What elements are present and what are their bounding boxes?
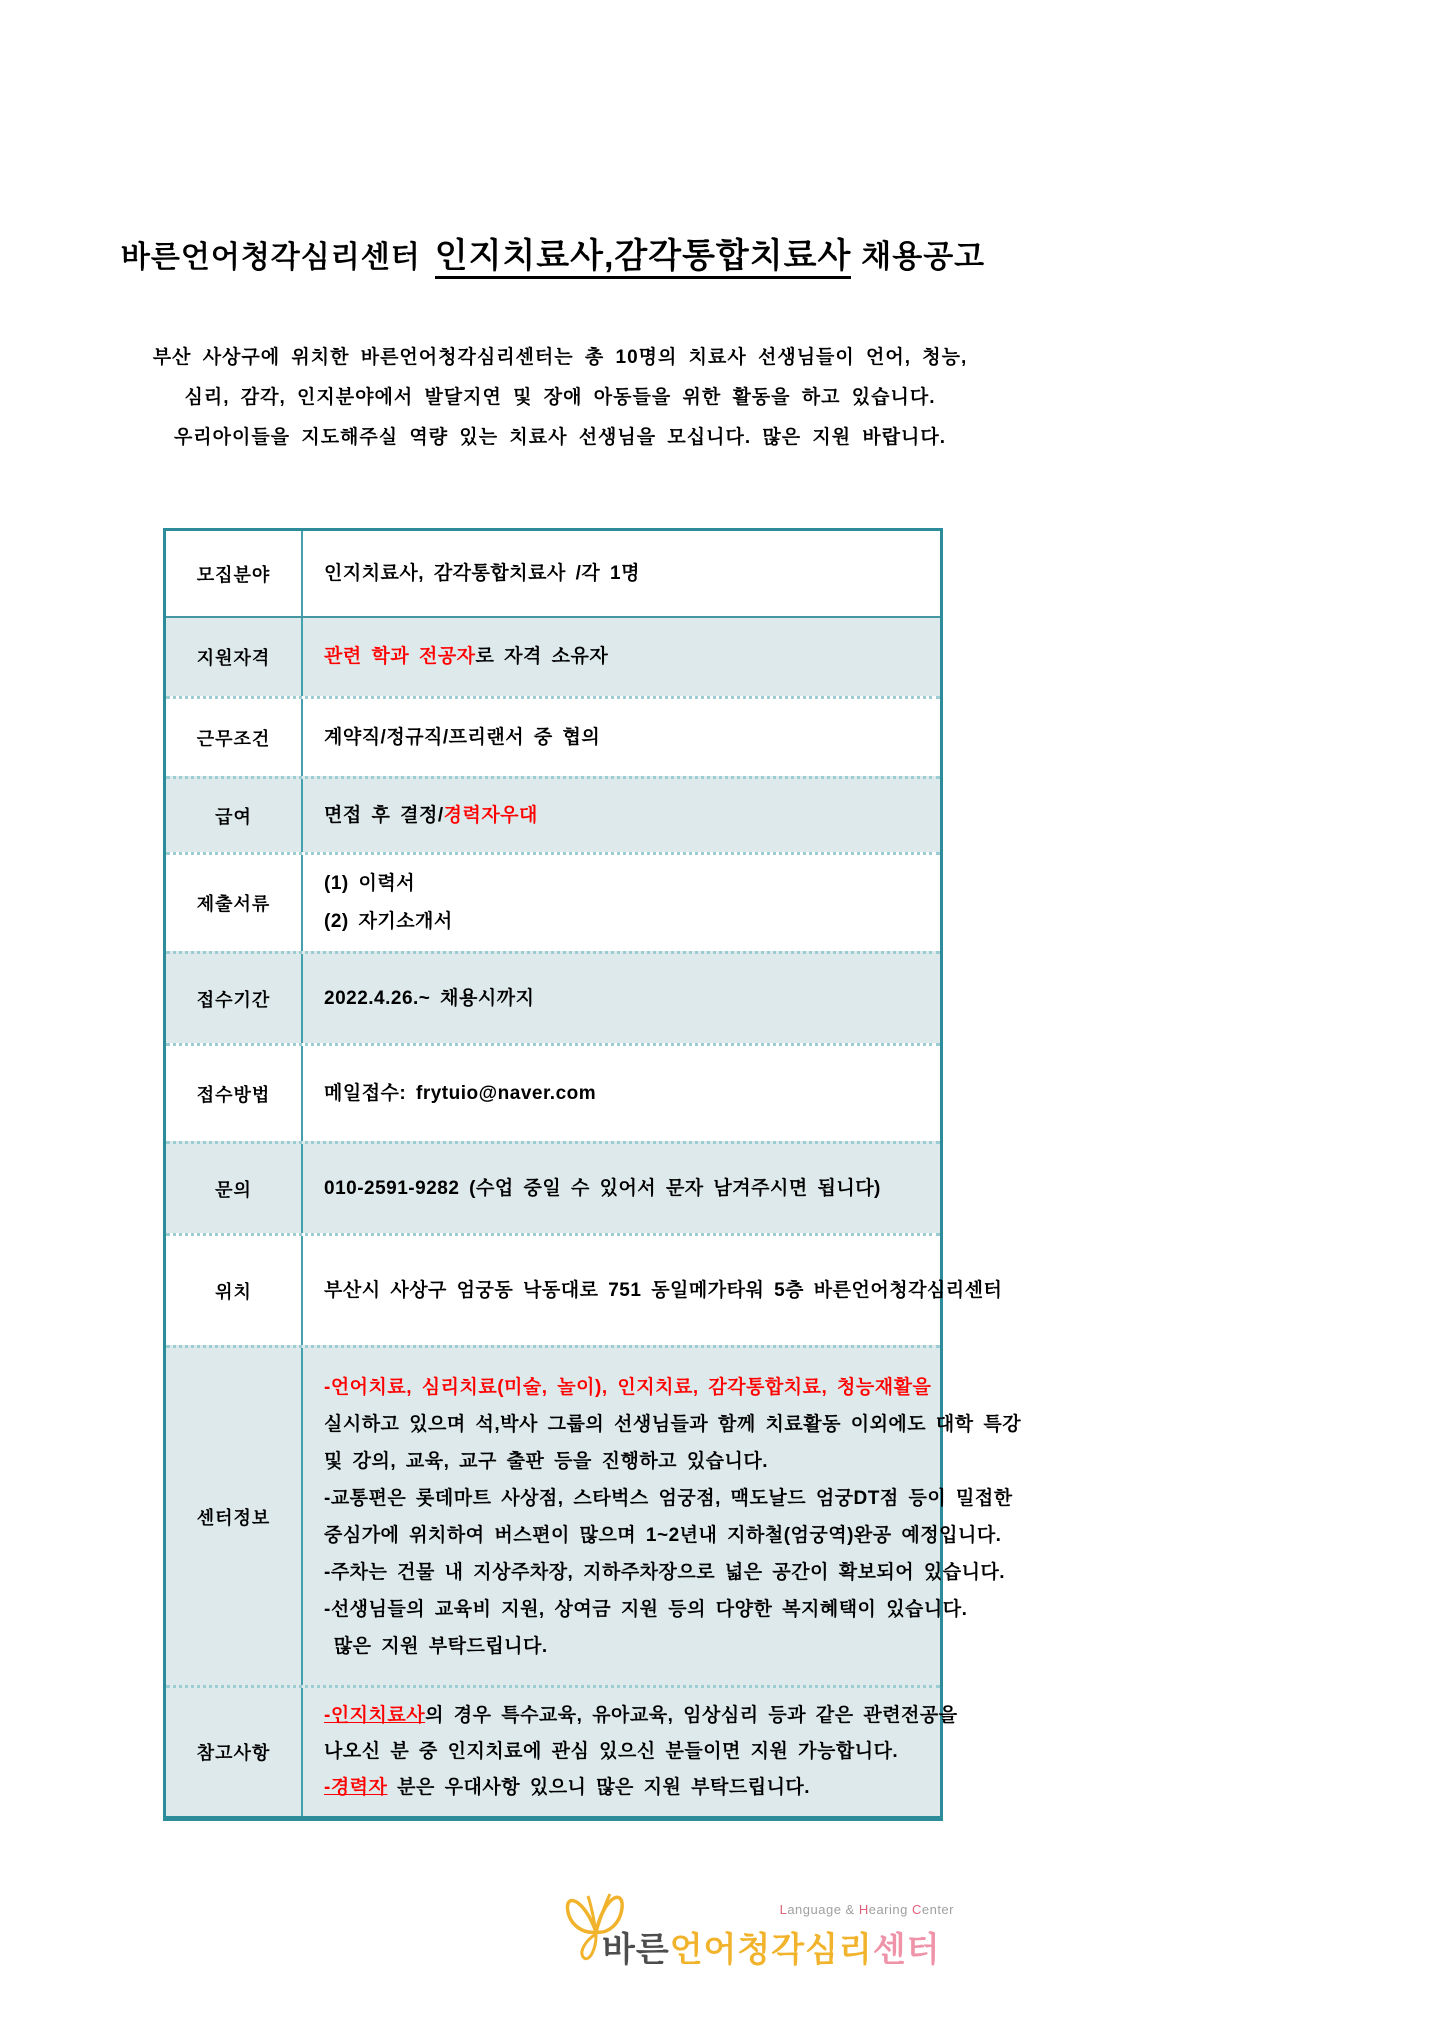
row-value (303, 699, 940, 776)
caption-segment: anguage & (787, 1902, 859, 1917)
row-label: 위치 (166, 1236, 303, 1345)
value-text: -교통편은 롯데마트 사상점, 스타벅스 엄궁점, 맥도날드 엄궁DT점 등이 밀접한 (324, 1487, 1013, 1509)
page-title (120, 228, 986, 277)
value-text: 메일접수: frytuio@naver.com (324, 1082, 597, 1104)
row-label: 모집분야 (166, 531, 303, 616)
intro-line-2: 심리, 감각, 인지분야에서 발달지연 및 장애 아동들을 위한 활동을 하고 있습니다. (184, 387, 936, 408)
value-text: 의 경우 특수교육, 유아교육, 임상심리 등과 같은 관련전공을 (425, 1705, 958, 1726)
value-text: -주차는 건물 내 지상주차장, 지하주차장으로 넓은 공간이 확보되어 있습니다. (324, 1561, 1006, 1583)
row-label: 접수방법 (166, 1046, 303, 1141)
table-row (166, 1345, 1022, 1685)
value-text: 2022.4.26.~ 채용시까지 (324, 987, 535, 1009)
caption-segment: L (779, 1902, 788, 1917)
row-value (303, 531, 940, 616)
table-row (166, 776, 940, 852)
table-row (166, 1043, 940, 1141)
emphasis-text: -언어치료, 심리치료(미술, 놀이), 인지치료, 감각통합치료, 청능재활을 (324, 1376, 932, 1398)
row-value (303, 1688, 968, 1816)
row-value (303, 954, 940, 1043)
value-text: 실시하고 있으며 석,박사 그룹의 선생님들과 함께 치료활동 이외에도 대학 특강 (324, 1413, 1022, 1435)
value-text: 많은 지원 부탁드립니다. (324, 1635, 548, 1657)
value-text: 010-2591-9282 (수업 중일 수 있어서 문자 남겨주시면 됩니다) (324, 1177, 881, 1199)
row-label: 문의 (166, 1144, 303, 1233)
value-text: 중심가에 위치하여 버스편이 많으며 1~2년내 지하철(엄궁역)완공 예정입니다. (324, 1524, 1002, 1546)
row-label: 센터정보 (166, 1348, 303, 1685)
row-value (303, 1046, 940, 1141)
value-text: 로 자격 소유자 (475, 646, 609, 667)
value-text: 면접 후 결정/ (324, 804, 444, 826)
logo-text-pink: 센터 (872, 1931, 941, 1969)
table-row (166, 852, 940, 951)
title-suffix: 채용공고 (861, 239, 986, 274)
caption-segment: H (858, 1902, 869, 1917)
caption-segment: C (911, 1902, 922, 1917)
info-table (163, 528, 1022, 1821)
row-label: 지원자격 (166, 618, 303, 696)
logo-text (602, 1922, 940, 1971)
table-row (166, 1141, 940, 1233)
row-value (303, 1144, 940, 1233)
emphasis-text: -인지치료사 (324, 1705, 426, 1726)
caption-segment: earing (868, 1902, 912, 1917)
row-label: 제출서류 (166, 855, 303, 951)
title-center-name: 바른언어청각심리센터 (120, 241, 421, 274)
row-value (303, 618, 940, 696)
row-value (303, 1236, 1012, 1345)
value-text: -선생님들의 교육비 지원, 상여금 지원 등의 다양한 복지혜택이 있습니다. (324, 1598, 968, 1620)
caption-segment: enter (921, 1902, 954, 1917)
emphasis-text: 경력자우대 (443, 804, 538, 826)
value-text: 계약직/정규직/프리랜서 중 협의 (324, 726, 601, 748)
table-row (166, 1233, 1003, 1345)
row-value (303, 855, 940, 951)
emphasis-text: -경력자 (324, 1777, 388, 1798)
center-logo (558, 1878, 958, 2018)
value-text: 나오신 분 중 인지치료에 관심 있으신 분들이면 지원 가능합니다. (324, 1741, 899, 1762)
row-value (303, 779, 940, 852)
value-text: 인지치료사, 감각통합치료사 /각 1명 (324, 562, 640, 584)
row-label: 근무조건 (166, 699, 303, 776)
emphasis-text: 관련 학과 전공자 (324, 646, 476, 667)
table-row (166, 1685, 958, 1816)
table-row (166, 616, 940, 696)
row-label: 참고사항 (166, 1688, 303, 1816)
logo-caption (780, 1902, 954, 1917)
row-label: 접수기간 (166, 954, 303, 1043)
row-label: 급여 (166, 779, 303, 852)
intro-line-3: 우리아이들을 지도해주실 역량 있는 치료사 선생님을 모십니다. 많은 지원 바랍니다. (173, 427, 947, 448)
intro-paragraph (100, 338, 1020, 458)
row-value (303, 1348, 1031, 1685)
title-job-positions: 인지치료사,감각통합치료사 (435, 237, 852, 279)
logo-text-orange: 언어청각심리 (669, 1931, 873, 1969)
value-text: (1) 이력서 (324, 873, 416, 894)
table-row (166, 951, 940, 1043)
logo-text-dark: 바른 (602, 1931, 670, 1969)
value-text: 분은 우대사항 있으니 많은 지원 부탁드립니다. (387, 1777, 811, 1798)
intro-line-1: 부산 사상구에 위치한 바른언어청각심리센터는 총 10명의 치료사 선생님들이 언어, 청능, (152, 347, 968, 368)
value-text: 부산시 사상구 엄궁동 낙동대로 751 동일메가타워 5층 바른언어청각심리센터 (324, 1279, 1003, 1301)
table-row (166, 531, 940, 616)
table-row (166, 696, 940, 776)
value-text: 및 강의, 교육, 교구 출판 등을 진행하고 있습니다. (324, 1450, 769, 1472)
value-text: (2) 자기소개서 (324, 911, 453, 932)
